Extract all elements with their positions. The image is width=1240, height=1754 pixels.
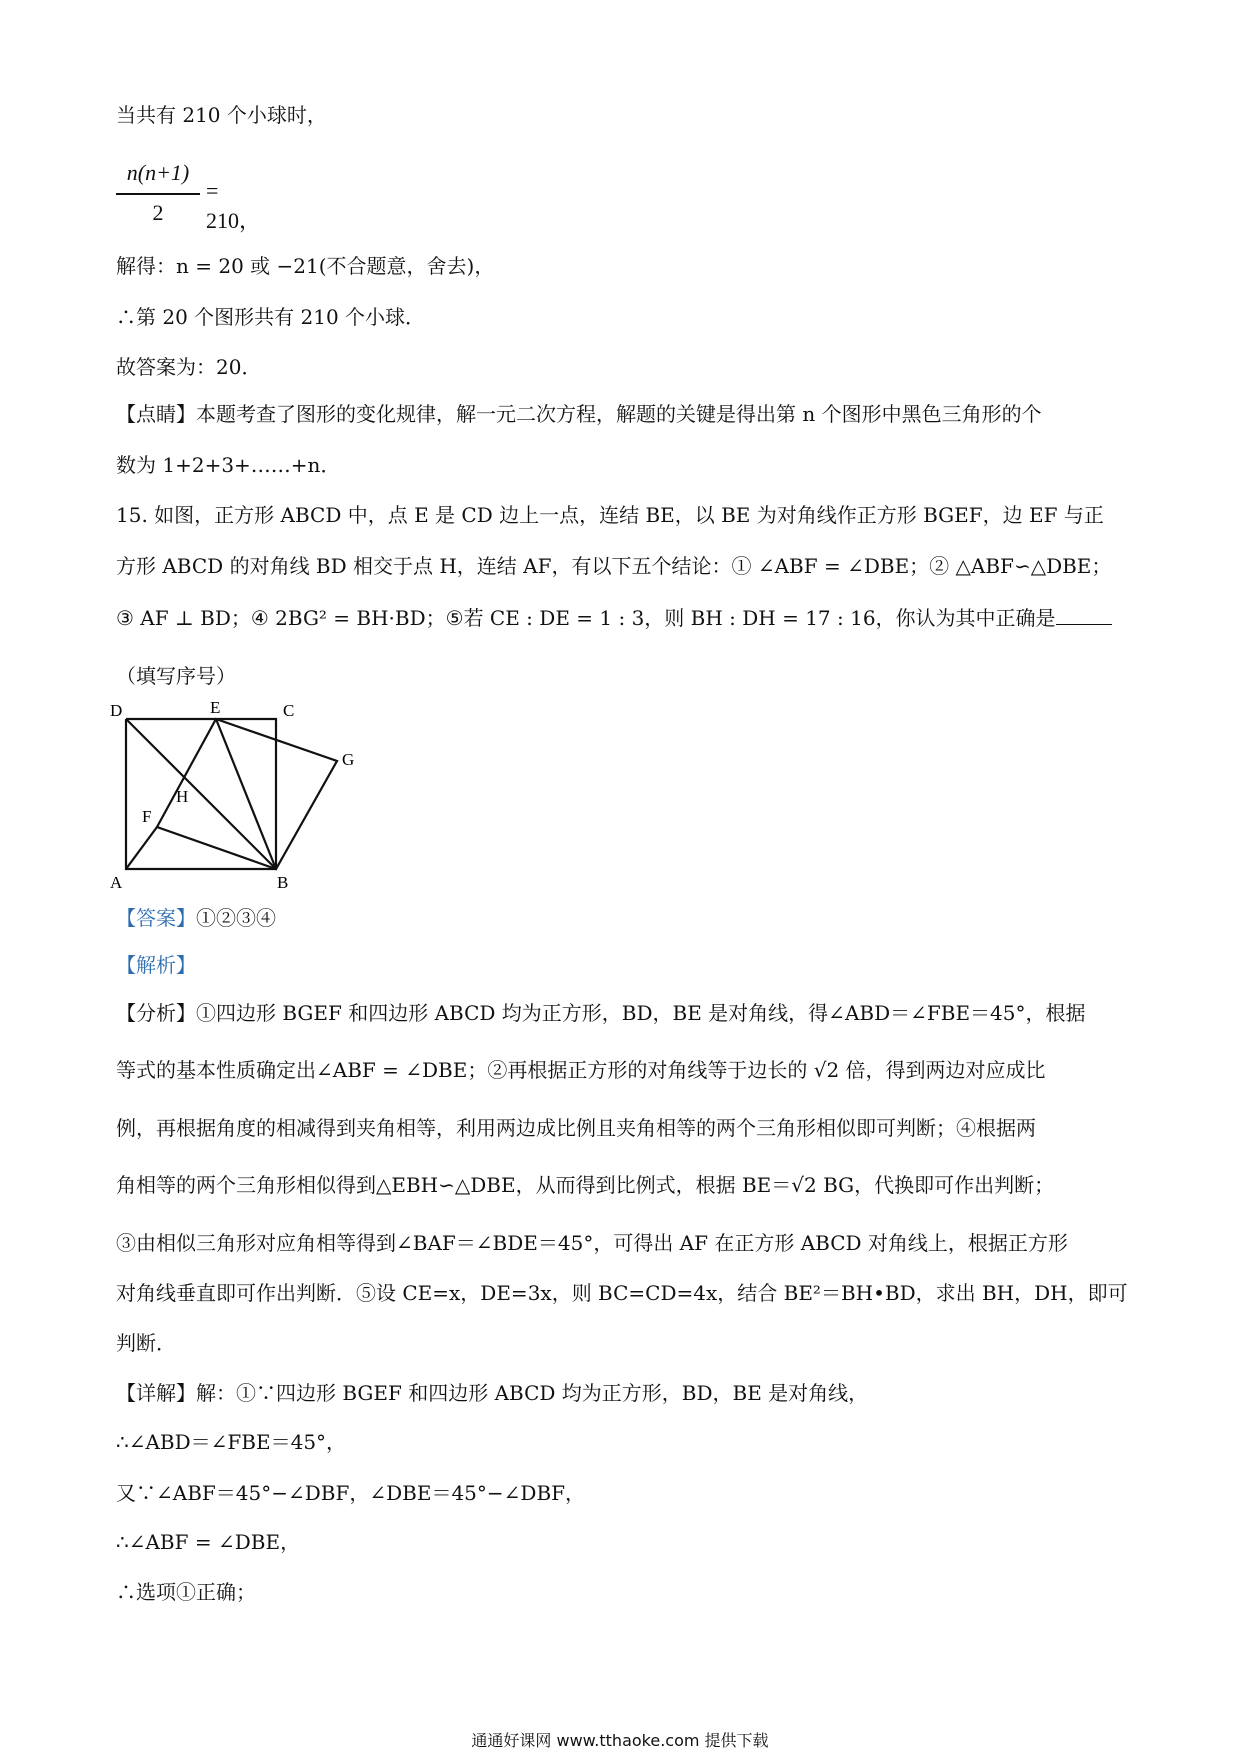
label-A: A: [110, 873, 123, 892]
segment-af: [126, 827, 157, 869]
answer-blank: [1056, 604, 1112, 625]
fraction-denominator: 2: [152, 200, 164, 225]
q15-line-2: 方形 ABCD 的对角线 BD 相交于点 H，连结 AF，有以下五个结论：① ∠ABF = ∠DBE；② △ABF∽△DBE；: [116, 554, 1112, 578]
segment-be: [216, 719, 276, 869]
fenxi-line-2: 等式的基本性质确定出∠ABF = ∠DBE；②再根据正方形的对角线等于边长的 √2 倍，得到两边对应成比: [116, 1058, 1046, 1082]
fraction-bar: [116, 193, 200, 195]
dianjing-tag: 【点睛】: [116, 402, 196, 426]
label-G: G: [342, 750, 355, 769]
xiangjie-tag: 【详解】: [116, 1381, 196, 1405]
fenxi-line-5: ③由相似三角形对应角相等得到∠BAF＝∠BDE＝45°，可得出 AF 在正方形 ABCD 对角线上，根据正方形: [116, 1231, 1068, 1255]
answer-line: [116, 904, 276, 932]
xiangjie-line-4: ∴∠ABF = ∠DBE，: [116, 1530, 301, 1554]
fenxi-line-6: 对角线垂直即可作出判断．⑤设 CE=x，DE=3x，则 BC=CD=4x，结合 BE²＝BH•BD，求出 BH，DH，即可: [116, 1281, 1128, 1305]
line-answer-is: 故答案为：20．: [116, 355, 262, 379]
label-D: D: [110, 701, 123, 720]
line-solve: 解得：n = 20 或 −21(不合题意，舍去)，: [116, 254, 495, 278]
fenxi-tag: 【分析】: [116, 1001, 196, 1025]
q15-line-3: [116, 604, 1112, 632]
xiangjie-line-3: 又∵∠ABF＝45°−∠DBF，∠DBE＝45°−∠DBF，: [116, 1481, 586, 1505]
label-H: H: [176, 787, 189, 806]
label-E: E: [210, 700, 221, 717]
label-F: F: [142, 807, 152, 826]
label-C: C: [283, 701, 295, 720]
fenxi-line-4: 角相等的两个三角形相似得到△EBH∽△DBE，从而得到比例式，根据 BE＝√2 BG，代换即可作出判断；: [116, 1173, 1055, 1197]
xiangjie-line-2: ∴∠ABD＝∠FBE＝45°，: [116, 1430, 347, 1454]
jiexi-tag: 【解析】: [116, 953, 196, 977]
fenxi-line-1: [116, 999, 1086, 1027]
fraction-rhs: = 210，: [206, 178, 262, 233]
xiangjie-line-5: ∴选项①正确；: [116, 1580, 256, 1604]
dianjing-text-1: 本题考查了图形的变化规律，解一元二次方程，解题的关键是得出第 n 个图形中黑色三角形的个: [196, 402, 1042, 426]
diagonal-bd: [126, 719, 276, 869]
geometry-figure: [110, 700, 370, 900]
fraction-numerator: n(n+1): [126, 160, 190, 185]
page-footer: 通通好课网 www.tthaoke.com 提供下载: [471, 1731, 769, 1750]
line-therefore: ∴第 20 个图形共有 210 个小球．: [116, 305, 426, 329]
label-B: B: [277, 873, 289, 892]
q15-text-3: ③ AF ⊥ BD；④ 2BG² = BH·BD；⑤若 CE : DE = 1 : 3，则 BH : DH = 17 : 16，你认为其中正确是: [116, 606, 1056, 630]
answer-tag: 【答案】: [116, 906, 196, 930]
fenxi-line-7: 判断．: [116, 1331, 176, 1355]
line-balls: 当共有 210 个小球时，: [116, 103, 327, 127]
xiangjie-text-1: 解：①∵四边形 BGEF 和四边形 ABCD 均为正方形，BD，BE 是对角线，: [196, 1381, 869, 1405]
q15-line-4: （填写序号）: [116, 664, 236, 688]
fenxi-text-1: ①四边形 BGEF 和四边形 ABCD 均为正方形，BD，BE 是对角线，得∠ABD＝∠FBE＝45°，根据: [196, 1001, 1086, 1025]
fenxi-line-3: 例，再根据角度的相减得到夹角相等，利用两边成比例且夹角相等的两个三角形相似即可判断；④根据两: [116, 1116, 1036, 1140]
dianjing-line-1: [116, 400, 1042, 428]
answer-value: ①②③④: [196, 906, 276, 930]
dianjing-line-2: 数为 1+2+3+……+n．: [116, 453, 341, 477]
q15-line-1: 15. 如图，正方形 ABCD 中，点 E 是 CD 边上一点，连结 BE，以 BE 为对角线作正方形 BGEF，边 EF 与正: [116, 503, 1104, 527]
xiangjie-line-1: [116, 1379, 868, 1407]
